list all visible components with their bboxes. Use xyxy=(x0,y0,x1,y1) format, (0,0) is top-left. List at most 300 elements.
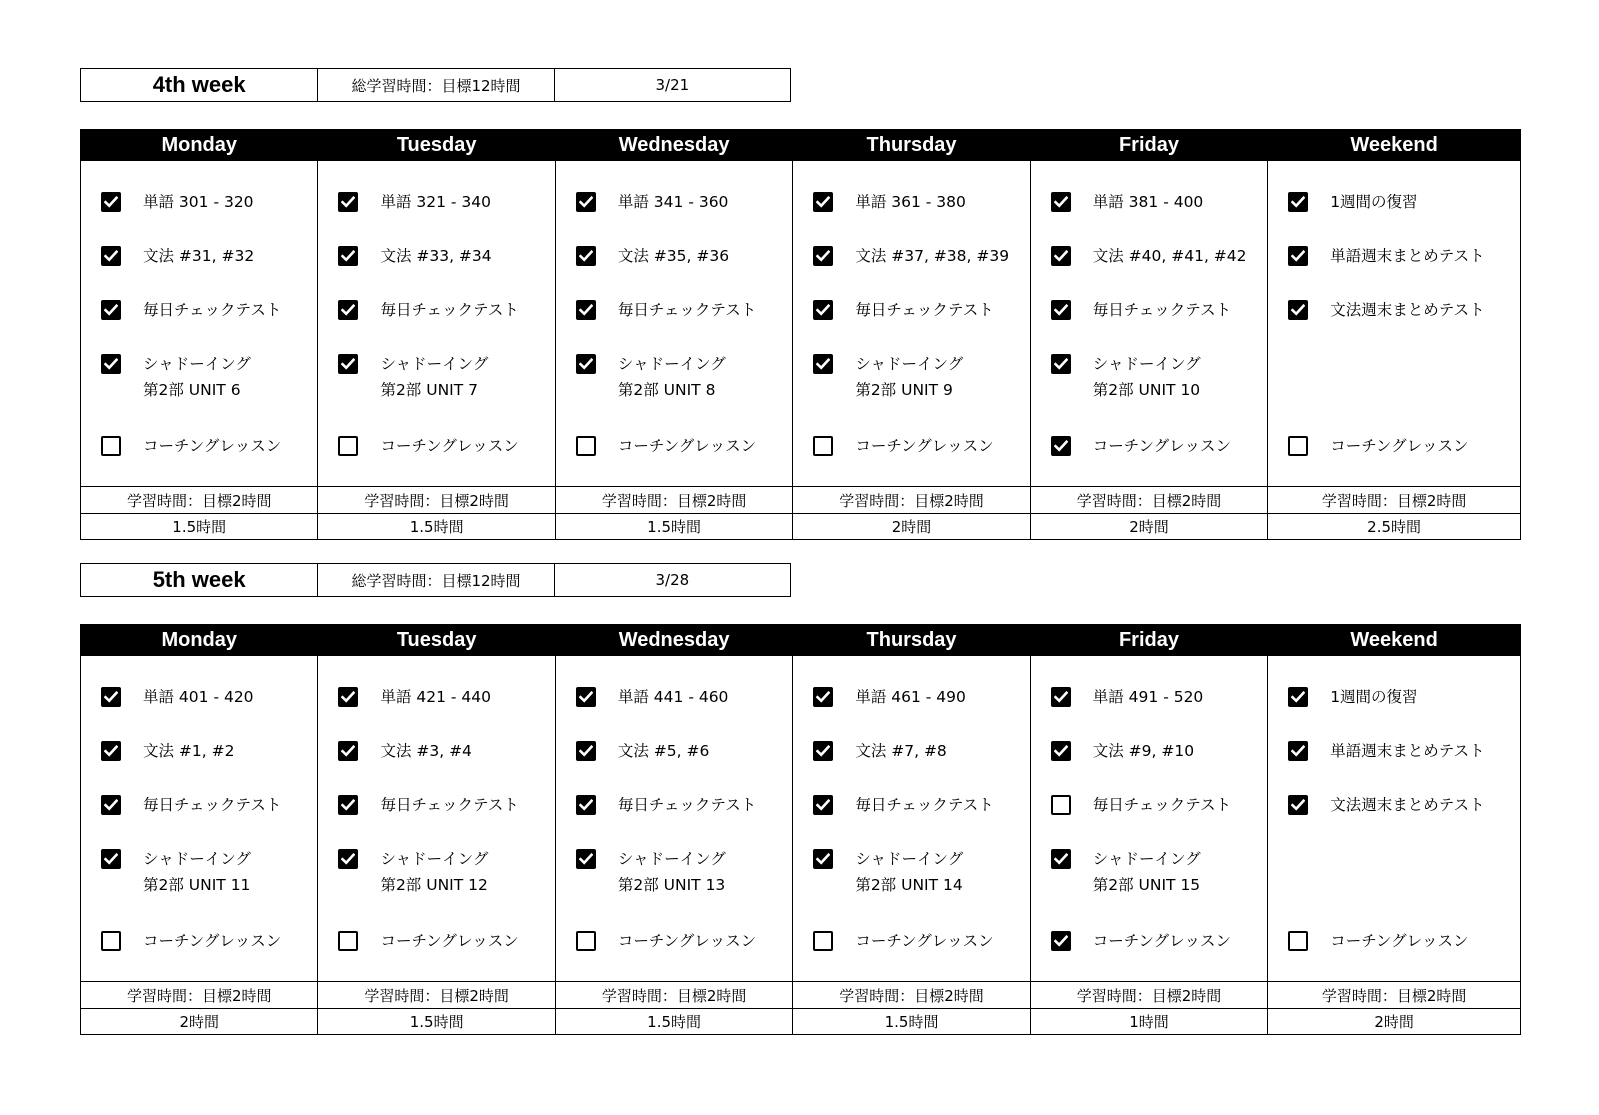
task-checkbox[interactable] xyxy=(1051,300,1071,320)
task-checkbox[interactable] xyxy=(576,354,596,374)
actual-study-time: 1時間 xyxy=(1031,1008,1267,1034)
task-checkbox[interactable] xyxy=(101,436,121,456)
task-label-line: 単語 461 - 490 xyxy=(855,688,966,706)
task-checkbox[interactable] xyxy=(576,246,596,266)
actual-study-time: 2時間 xyxy=(1031,513,1267,539)
task-item xyxy=(1051,354,1201,403)
task-checkbox[interactable] xyxy=(338,354,358,374)
checkmark-icon xyxy=(1054,935,1068,947)
actual-study-time: 1.5時間 xyxy=(318,1008,554,1034)
task-checkbox[interactable] xyxy=(338,192,358,212)
checkmark-icon xyxy=(341,196,355,208)
task-label xyxy=(143,928,281,954)
checkmark-icon xyxy=(579,196,593,208)
checkmark-icon xyxy=(816,196,830,208)
checkmark-icon xyxy=(1291,196,1305,208)
task-label xyxy=(380,846,488,898)
task-label xyxy=(380,351,488,403)
task-label-line: 文法 #7, #8 xyxy=(855,742,947,760)
week-header xyxy=(80,563,791,597)
task-item xyxy=(101,436,281,459)
task-item xyxy=(813,192,966,215)
task-checkbox[interactable] xyxy=(101,300,121,320)
task-label xyxy=(143,189,254,215)
task-item xyxy=(813,246,1009,269)
task-checkbox[interactable] xyxy=(338,300,358,320)
task-label-line: 文法 #37, #38, #39 xyxy=(855,247,1010,265)
task-checkbox[interactable] xyxy=(338,741,358,761)
task-label xyxy=(1093,297,1231,323)
day-column xyxy=(81,625,318,1034)
checkmark-icon xyxy=(341,304,355,316)
task-checkbox[interactable] xyxy=(1288,687,1308,707)
task-label-line: 第2部 UNIT 15 xyxy=(1092,876,1201,894)
task-label-line: 単語 491 - 520 xyxy=(1092,688,1204,706)
task-item xyxy=(1288,436,1468,459)
task-checkbox[interactable] xyxy=(576,687,596,707)
task-label-line: シャドーイング xyxy=(617,850,726,868)
task-label xyxy=(1093,846,1201,898)
checkmark-icon xyxy=(816,358,830,370)
task-label-line: シャドーイング xyxy=(380,850,489,868)
checkmark-icon xyxy=(341,745,355,757)
task-item xyxy=(1051,849,1201,898)
task-label xyxy=(143,433,281,459)
task-checkbox[interactable] xyxy=(813,849,833,869)
task-checkbox[interactable] xyxy=(576,849,596,869)
checkmark-icon xyxy=(104,745,118,757)
task-checkbox[interactable] xyxy=(101,931,121,951)
task-list xyxy=(318,656,554,981)
task-checkbox[interactable] xyxy=(1051,741,1071,761)
checkmark-icon xyxy=(816,853,830,865)
checkmark-icon xyxy=(579,853,593,865)
task-checkbox[interactable] xyxy=(1051,931,1071,951)
task-label xyxy=(855,738,946,764)
task-label xyxy=(618,433,756,459)
task-label-line: 第2部 UNIT 10 xyxy=(1092,381,1201,399)
actual-study-time: 2時間 xyxy=(793,513,1029,539)
actual-study-time: 2時間 xyxy=(81,1008,317,1034)
task-label-line: 文法 #3, #4 xyxy=(380,742,472,760)
task-item xyxy=(338,300,518,323)
task-label-line: 毎日チェックテスト xyxy=(1092,796,1232,814)
task-item xyxy=(1288,246,1484,269)
task-list xyxy=(1268,656,1520,981)
task-item xyxy=(101,741,234,764)
task-label-line: 毎日チェックテスト xyxy=(143,301,282,319)
task-checkbox[interactable] xyxy=(101,354,121,374)
task-label xyxy=(618,351,726,403)
week-title: 4th week xyxy=(81,69,318,101)
actual-study-time: 1.5時間 xyxy=(318,513,554,539)
task-label-line: 単語週末まとめテスト xyxy=(1330,742,1485,760)
task-label xyxy=(618,243,729,269)
task-label-line: 単語 401 - 420 xyxy=(143,688,254,706)
task-checkbox[interactable] xyxy=(1288,795,1308,815)
checkmark-icon xyxy=(341,358,355,370)
task-label xyxy=(143,792,281,818)
daily-study-goal: 学習時間：目標2時間 xyxy=(793,486,1029,513)
task-label-line: 毎日チェックテスト xyxy=(617,796,757,814)
task-item xyxy=(813,354,963,403)
task-item xyxy=(576,931,756,954)
task-label xyxy=(618,928,756,954)
task-label xyxy=(380,792,518,818)
task-label-line: 単語 381 - 400 xyxy=(1092,193,1204,211)
task-label-line: 文法週末まとめテスト xyxy=(1330,301,1485,319)
task-label-line: 毎日チェックテスト xyxy=(617,301,757,319)
task-label-line: 文法 #35, #36 xyxy=(617,247,730,265)
task-label xyxy=(1330,738,1484,764)
task-label xyxy=(855,846,963,898)
task-checkbox[interactable] xyxy=(1288,192,1308,212)
task-checkbox[interactable] xyxy=(1051,246,1071,266)
task-checkbox[interactable] xyxy=(338,849,358,869)
checkmark-icon xyxy=(1054,853,1068,865)
daily-study-goal: 学習時間：目標2時間 xyxy=(556,981,792,1008)
task-label xyxy=(380,189,491,215)
task-label-line: 文法 #31, #32 xyxy=(143,247,255,265)
task-label-line: 単語 341 - 360 xyxy=(617,193,729,211)
actual-study-time: 1.5時間 xyxy=(556,1008,792,1034)
task-label-line: シャドーイング xyxy=(1092,850,1201,868)
task-checkbox[interactable] xyxy=(1051,436,1071,456)
task-label xyxy=(143,297,281,323)
task-label-line: 第2部 UNIT 7 xyxy=(380,381,478,399)
task-item xyxy=(338,354,488,403)
actual-study-time: 2時間 xyxy=(1268,1008,1520,1034)
task-checkbox[interactable] xyxy=(338,436,358,456)
actual-study-time: 1.5時間 xyxy=(81,513,317,539)
task-checkbox[interactable] xyxy=(576,300,596,320)
task-label-line: 第2部 UNIT 12 xyxy=(380,876,488,894)
task-label-line: コーチングレッスン xyxy=(1092,932,1232,950)
task-label-line: コーチングレッスン xyxy=(380,932,519,950)
task-label-line: 毎日チェックテスト xyxy=(380,301,519,319)
task-label xyxy=(380,684,491,710)
task-label-line: コーチングレッスン xyxy=(1330,437,1469,455)
day-column xyxy=(556,130,793,539)
task-item xyxy=(813,687,966,710)
task-item xyxy=(338,741,471,764)
checkmark-icon xyxy=(816,250,830,262)
task-item xyxy=(338,687,491,710)
task-label-line: 毎日チェックテスト xyxy=(143,796,282,814)
task-item xyxy=(576,795,756,818)
task-label xyxy=(380,243,491,269)
task-label-line: シャドーイング xyxy=(143,355,251,373)
task-label xyxy=(1093,243,1247,269)
checkmark-icon xyxy=(1291,250,1305,262)
task-item xyxy=(1051,300,1231,323)
checkmark-icon xyxy=(816,745,830,757)
task-label-line: 単語 421 - 440 xyxy=(380,688,491,706)
week-grid xyxy=(80,624,1521,1035)
task-label xyxy=(855,243,1009,269)
task-label xyxy=(618,297,756,323)
task-label xyxy=(618,189,729,215)
task-label-line: 文法 #1, #2 xyxy=(143,742,235,760)
day-column xyxy=(793,625,1030,1034)
task-label-line: 文法 #9, #10 xyxy=(1092,742,1195,760)
daily-study-goal: 学習時間：目標2時間 xyxy=(556,486,792,513)
task-label-line: コーチングレッスン xyxy=(380,437,519,455)
task-checkbox[interactable] xyxy=(813,354,833,374)
task-label-line: 第2部 UNIT 6 xyxy=(143,381,241,399)
task-item xyxy=(576,849,726,898)
task-label-line: 毎日チェックテスト xyxy=(1092,301,1232,319)
actual-study-time: 2.5時間 xyxy=(1268,513,1520,539)
task-label xyxy=(1093,738,1194,764)
task-item xyxy=(576,436,756,459)
actual-study-time: 1.5時間 xyxy=(793,1008,1029,1034)
task-checkbox[interactable] xyxy=(338,931,358,951)
checkmark-icon xyxy=(1054,304,1068,316)
task-item xyxy=(101,246,254,269)
checkmark-icon xyxy=(1054,440,1068,452)
checkmark-icon xyxy=(579,358,593,370)
task-label xyxy=(618,846,726,898)
task-item xyxy=(1051,931,1231,954)
task-list xyxy=(318,161,554,486)
task-checkbox[interactable] xyxy=(101,687,121,707)
task-item xyxy=(576,687,729,710)
task-label-line: 毎日チェックテスト xyxy=(380,796,519,814)
task-label xyxy=(855,792,993,818)
task-item xyxy=(338,795,518,818)
daily-study-goal: 学習時間：目標2時間 xyxy=(318,981,554,1008)
task-checkbox[interactable] xyxy=(813,436,833,456)
week-title: 5th week xyxy=(81,564,318,596)
checkmark-icon xyxy=(816,799,830,811)
task-checkbox[interactable] xyxy=(1288,436,1308,456)
task-checkbox[interactable] xyxy=(101,741,121,761)
task-checkbox[interactable] xyxy=(101,795,121,815)
task-label-line: シャドーイング xyxy=(380,355,489,373)
task-checkbox[interactable] xyxy=(813,687,833,707)
task-label xyxy=(1330,297,1484,323)
daily-study-goal: 学習時間：目標2時間 xyxy=(793,981,1029,1008)
task-checkbox[interactable] xyxy=(1051,849,1071,869)
task-item xyxy=(576,354,726,403)
task-checkbox[interactable] xyxy=(576,931,596,951)
day-header: Thursday xyxy=(793,130,1029,161)
task-list xyxy=(1268,161,1520,486)
task-checkbox[interactable] xyxy=(1288,300,1308,320)
task-list xyxy=(793,161,1029,486)
task-label xyxy=(1330,792,1484,818)
task-label-line: コーチングレッスン xyxy=(1092,437,1232,455)
task-checkbox[interactable] xyxy=(1288,246,1308,266)
task-checkbox[interactable] xyxy=(1288,931,1308,951)
task-checkbox[interactable] xyxy=(101,192,121,212)
checkmark-icon xyxy=(104,304,118,316)
day-column xyxy=(318,130,555,539)
checkmark-icon xyxy=(104,358,118,370)
task-list xyxy=(793,656,1029,981)
task-checkbox[interactable] xyxy=(101,849,121,869)
week-header xyxy=(80,68,791,102)
task-label xyxy=(1093,433,1231,459)
checkmark-icon xyxy=(341,250,355,262)
task-item xyxy=(1051,436,1231,459)
task-checkbox[interactable] xyxy=(813,931,833,951)
task-label-line: シャドーイング xyxy=(143,850,251,868)
checkmark-icon xyxy=(1291,745,1305,757)
task-label-line: 単語 441 - 460 xyxy=(617,688,729,706)
task-label-line: シャドーイング xyxy=(855,850,964,868)
task-label xyxy=(1330,243,1484,269)
task-label-line: コーチングレッスン xyxy=(855,932,994,950)
week-date: 3/21 xyxy=(655,76,690,94)
task-item xyxy=(1051,246,1247,269)
checkmark-icon xyxy=(579,304,593,316)
task-item xyxy=(813,436,993,459)
task-label xyxy=(380,928,518,954)
task-item xyxy=(338,246,491,269)
checkmark-icon xyxy=(104,691,118,703)
task-item xyxy=(1051,687,1204,710)
task-label xyxy=(855,189,966,215)
day-column xyxy=(793,130,1030,539)
task-label xyxy=(1330,433,1468,459)
task-item xyxy=(338,436,518,459)
task-list xyxy=(556,161,792,486)
task-label xyxy=(1093,792,1231,818)
task-label-line: 文法 #5, #6 xyxy=(617,742,710,760)
task-label xyxy=(143,846,251,898)
task-item xyxy=(576,741,709,764)
day-header: Weekend xyxy=(1268,625,1520,656)
task-checkbox[interactable] xyxy=(338,687,358,707)
task-item xyxy=(1288,687,1417,710)
task-label xyxy=(1330,684,1417,710)
task-item xyxy=(1288,192,1417,215)
task-label-line: シャドーイング xyxy=(617,355,726,373)
task-label xyxy=(1093,928,1231,954)
checkmark-icon xyxy=(104,250,118,262)
day-column xyxy=(318,625,555,1034)
task-label-line: 単語 361 - 380 xyxy=(855,193,966,211)
task-item xyxy=(1288,741,1484,764)
checkmark-icon xyxy=(341,691,355,703)
task-checkbox[interactable] xyxy=(1051,687,1071,707)
task-label xyxy=(143,738,234,764)
task-label-line: 1週間の復習 xyxy=(1330,193,1418,211)
task-checkbox[interactable] xyxy=(1051,354,1071,374)
task-label-line: コーチングレッスン xyxy=(143,932,282,950)
task-checkbox[interactable] xyxy=(1051,192,1071,212)
day-header: Weekend xyxy=(1268,130,1520,161)
task-item xyxy=(338,849,488,898)
day-header: Wednesday xyxy=(556,130,792,161)
checkmark-icon xyxy=(579,745,593,757)
task-checkbox[interactable] xyxy=(813,192,833,212)
task-label-line: 第2部 UNIT 8 xyxy=(617,381,716,399)
checkmark-icon xyxy=(1291,304,1305,316)
task-list xyxy=(81,161,317,486)
task-checkbox[interactable] xyxy=(338,246,358,266)
task-item xyxy=(576,300,756,323)
task-label xyxy=(855,928,993,954)
task-label xyxy=(143,243,254,269)
task-checkbox[interactable] xyxy=(338,795,358,815)
day-column xyxy=(1268,130,1520,539)
task-list xyxy=(81,656,317,981)
task-label-line: 単語週末まとめテスト xyxy=(1330,247,1485,265)
task-item xyxy=(338,931,518,954)
daily-study-goal: 学習時間：目標2時間 xyxy=(318,486,554,513)
task-checkbox[interactable] xyxy=(813,795,833,815)
task-label xyxy=(618,684,729,710)
daily-study-goal: 学習時間：目標2時間 xyxy=(1031,981,1267,1008)
day-header: Monday xyxy=(81,130,317,161)
checkmark-icon xyxy=(1054,745,1068,757)
daily-study-goal: 学習時間：目標2時間 xyxy=(81,981,317,1008)
task-checkbox[interactable] xyxy=(576,436,596,456)
task-item xyxy=(1288,300,1484,323)
checkmark-icon xyxy=(104,853,118,865)
checkmark-icon xyxy=(1291,691,1305,703)
task-checkbox[interactable] xyxy=(813,300,833,320)
checkmark-icon xyxy=(1054,196,1068,208)
task-item xyxy=(101,795,281,818)
task-item xyxy=(813,849,963,898)
checkmark-icon xyxy=(1054,250,1068,262)
daily-study-goal: 学習時間：目標2時間 xyxy=(81,486,317,513)
task-label xyxy=(855,684,966,710)
task-checkbox[interactable] xyxy=(101,246,121,266)
task-checkbox[interactable] xyxy=(576,741,596,761)
task-item xyxy=(813,741,946,764)
task-item xyxy=(1051,795,1231,818)
task-checkbox[interactable] xyxy=(1288,741,1308,761)
task-label xyxy=(1330,928,1468,954)
checkmark-icon xyxy=(1054,358,1068,370)
day-header: Wednesday xyxy=(556,625,792,656)
task-label-line: コーチングレッスン xyxy=(143,437,282,455)
checkmark-icon xyxy=(341,799,355,811)
task-item xyxy=(813,795,993,818)
task-checkbox[interactable] xyxy=(1051,795,1071,815)
task-label-line: コーチングレッスン xyxy=(1330,932,1469,950)
task-label-line: 第2部 UNIT 13 xyxy=(617,876,726,894)
task-item xyxy=(101,192,254,215)
day-header: Friday xyxy=(1031,130,1267,161)
actual-study-time: 1.5時間 xyxy=(556,513,792,539)
task-item xyxy=(101,849,251,898)
total-study-goal: 総学習時間：目標12時間 xyxy=(318,564,554,596)
checkmark-icon xyxy=(579,691,593,703)
daily-study-goal: 学習時間：目標2時間 xyxy=(1031,486,1267,513)
task-checkbox[interactable] xyxy=(813,741,833,761)
task-item xyxy=(576,246,729,269)
checkmark-icon xyxy=(579,250,593,262)
day-header: Monday xyxy=(81,625,317,656)
task-label-line: 第2部 UNIT 14 xyxy=(855,876,963,894)
daily-study-goal: 学習時間：目標2時間 xyxy=(1268,486,1520,513)
task-checkbox[interactable] xyxy=(813,246,833,266)
task-item xyxy=(813,300,993,323)
week-section xyxy=(80,68,1521,536)
task-label-line: コーチングレッスン xyxy=(855,437,994,455)
task-item xyxy=(101,300,281,323)
task-checkbox[interactable] xyxy=(576,795,596,815)
task-label-line: 第2部 UNIT 9 xyxy=(855,381,953,399)
task-checkbox[interactable] xyxy=(576,192,596,212)
task-item xyxy=(101,687,254,710)
